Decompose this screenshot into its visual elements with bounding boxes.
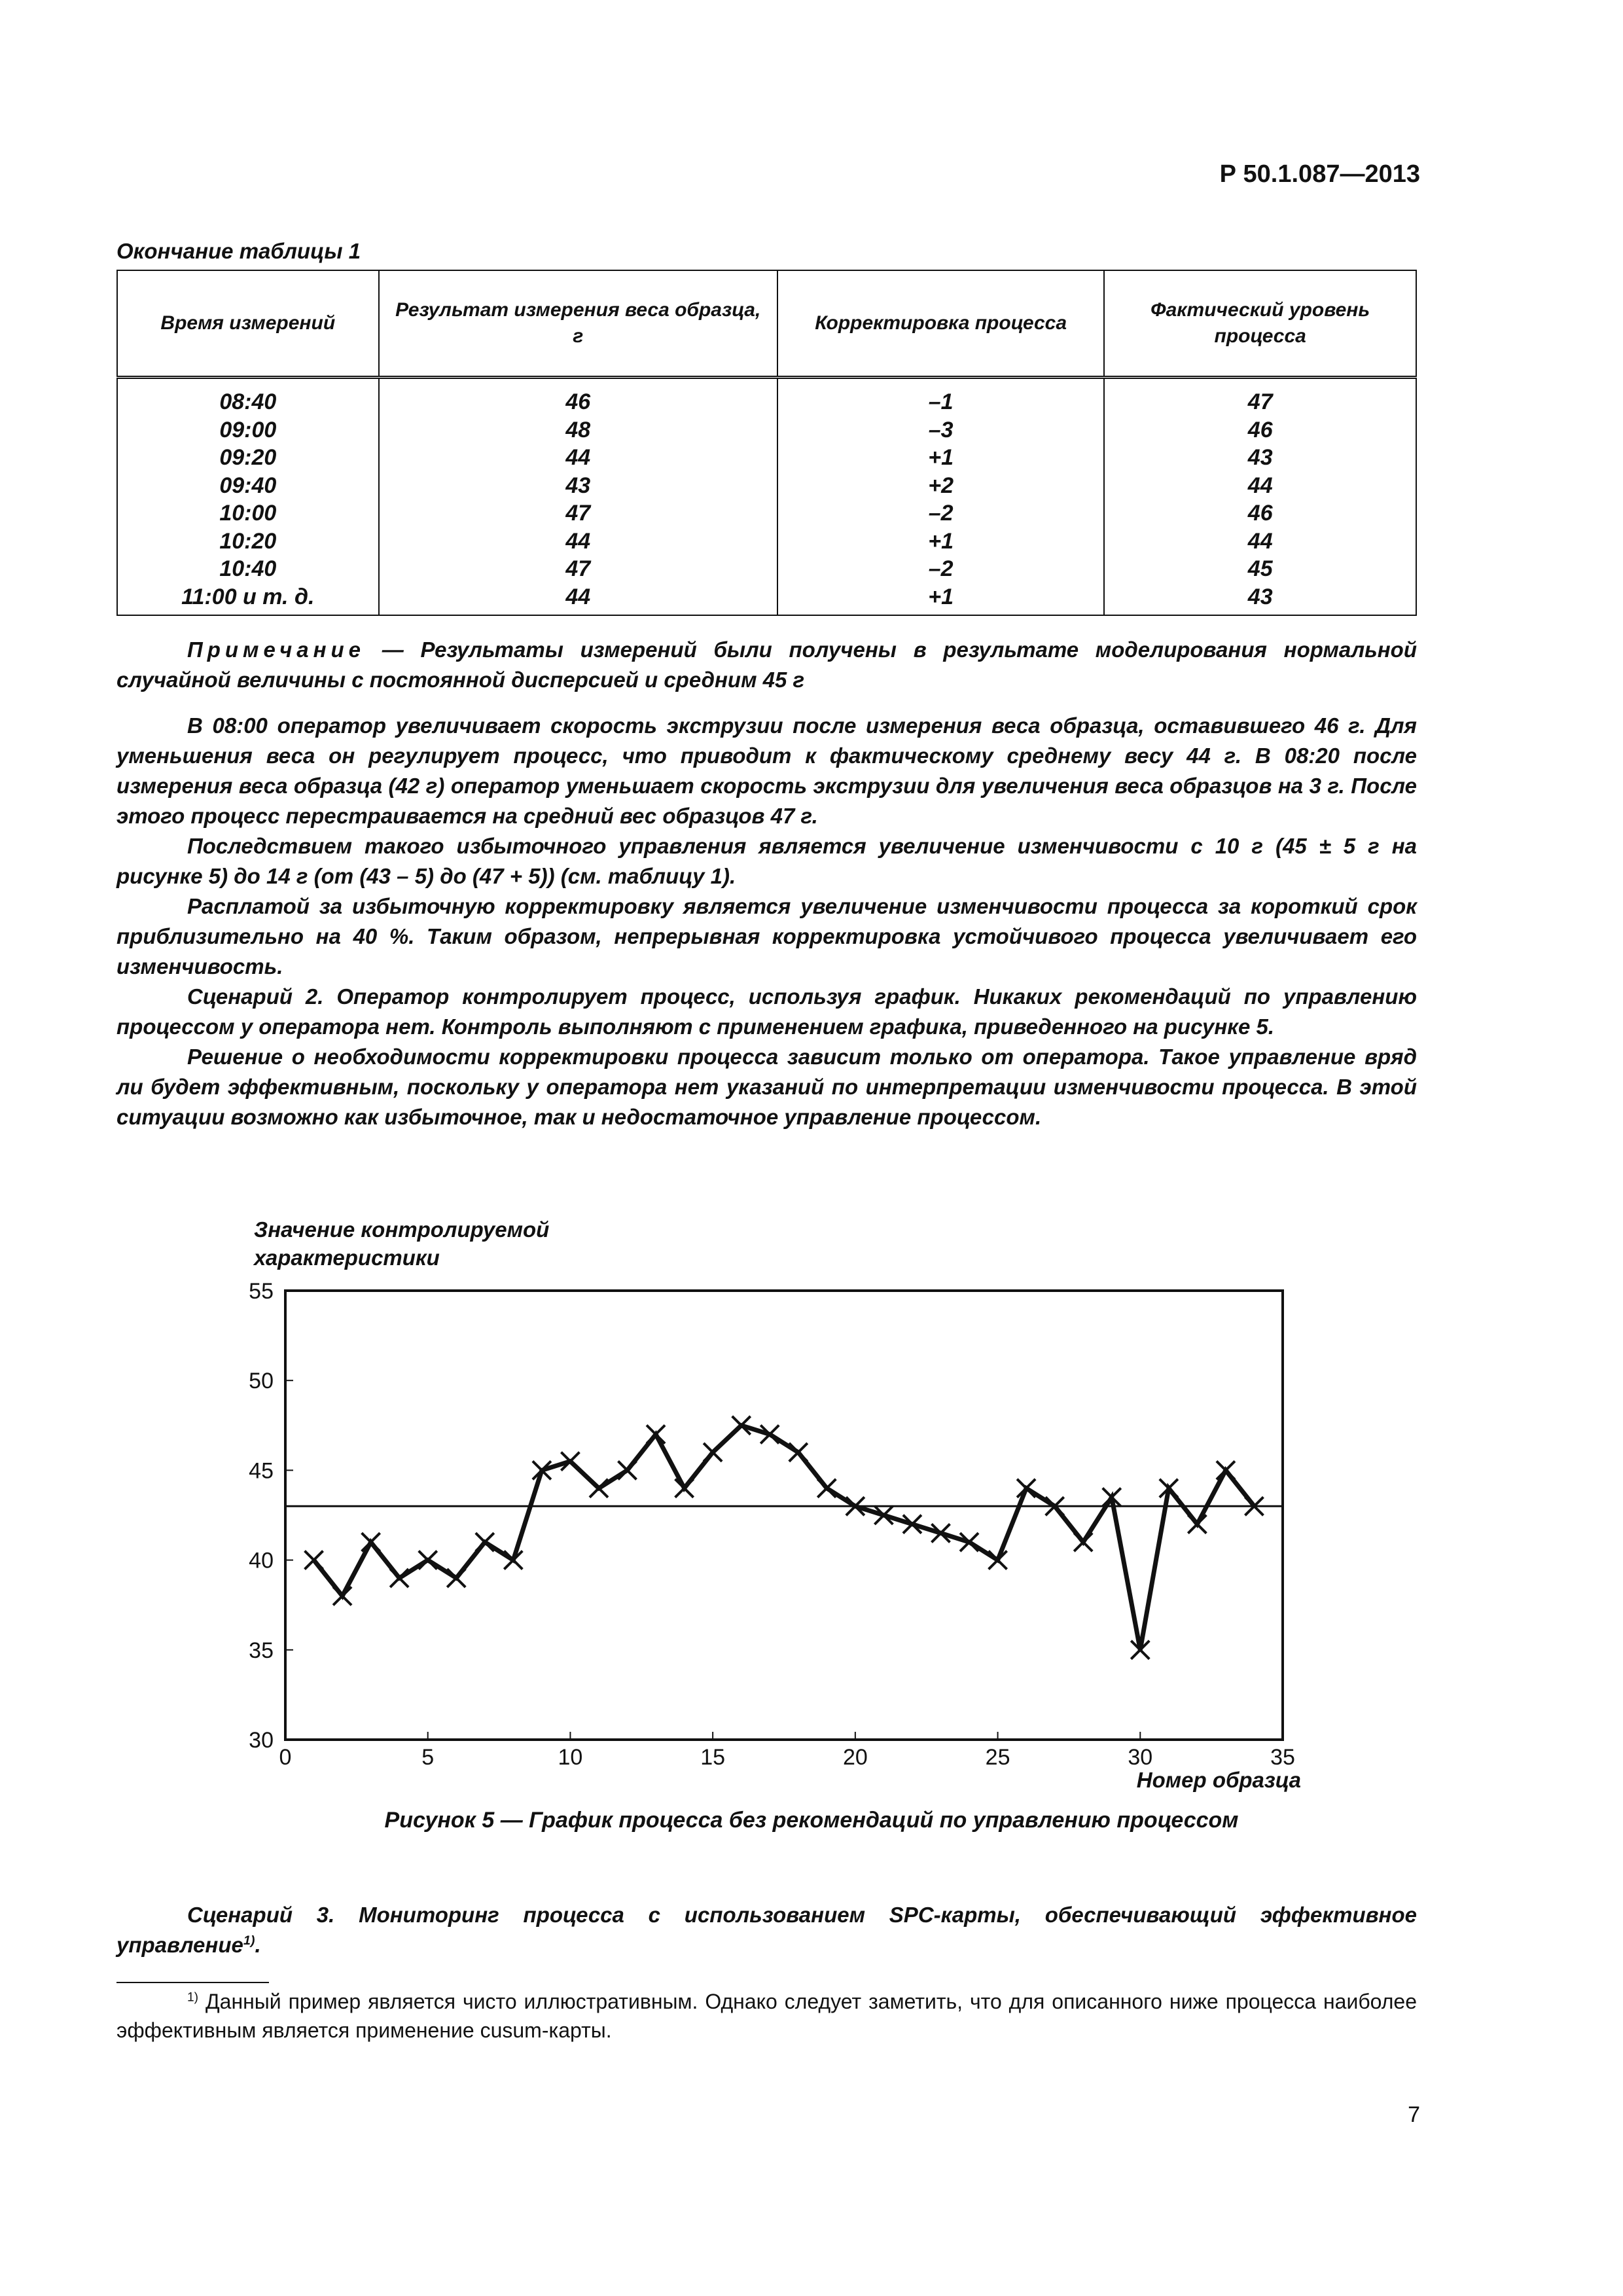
data-point-marker — [989, 1551, 1007, 1570]
column-header-result: Результат измерения веса образца, г — [379, 270, 777, 378]
table-cell: 47 — [1104, 378, 1416, 416]
note-label: Примечание — [187, 637, 366, 662]
table-cell: 10:40 — [117, 555, 379, 583]
x-tick-label: 0 — [279, 1745, 292, 1770]
data-point-marker — [305, 1551, 323, 1570]
x-axis-label: Номер образца — [1136, 1768, 1301, 1792]
data-point-marker — [419, 1551, 437, 1570]
table-cell: 09:20 — [117, 444, 379, 472]
table-cell: 44 — [1104, 472, 1416, 500]
data-point-marker — [675, 1479, 694, 1498]
table-cell: 47 — [379, 499, 777, 528]
chart-root — [249, 1217, 1301, 1792]
footnote-text: Данный пример является чисто иллюстративным. Однако следует заметить, что для описанного ниже процесса наиболее эффективным является применение cusum-карты. — [116, 1990, 1418, 2042]
column-header-correction: Корректировка процесса — [777, 270, 1105, 378]
y-tick-label: 35 — [249, 1638, 274, 1663]
y-tick-label: 40 — [249, 1548, 274, 1573]
table-cell: +1 — [777, 444, 1105, 472]
data-series-line — [314, 1426, 1255, 1650]
x-tick-label: 35 — [1270, 1745, 1295, 1770]
footnote-reference: 1) — [243, 1933, 255, 1948]
document-code: Р 50.1.087—2013 — [1219, 160, 1420, 188]
table-cell: 09:40 — [117, 472, 379, 500]
data-point-marker — [704, 1443, 722, 1462]
table-cell: 11:00 и т. д. — [117, 583, 379, 616]
table-cell: 43 — [1104, 583, 1416, 616]
paragraph: Сценарий 2. Оператор контролирует процесс, используя график. Никаких рекомендаций по управлению процессом у оператора нет. Контроль выполняют с применением графика, приведенного на рисунке 5. — [116, 984, 1417, 1039]
table-cell: 47 — [379, 555, 777, 583]
data-point-marker — [390, 1569, 408, 1587]
column-header-actual-level: Фактический уровень процесса — [1104, 270, 1416, 378]
table-cell: 10:00 — [117, 499, 379, 528]
table-cell: +1 — [777, 528, 1105, 556]
data-point-marker — [1074, 1533, 1092, 1551]
table-cell: 09:00 — [117, 416, 379, 444]
plot-frame — [285, 1291, 1283, 1740]
table-cell: –2 — [777, 499, 1105, 528]
table-cell: 10:20 — [117, 528, 379, 556]
x-tick-label: 10 — [558, 1745, 583, 1770]
y-axis-label-line1: Значение контролируемой — [254, 1217, 550, 1242]
paragraph: Решение о необходимости корректировки процесса зависит только от оператора. Такое управление вряд ли будет эффективным, поскольку у оператора нет указаний по интерпретации изменчивости процесса. В этой ситуации возможно как избыточное, так и недостаточное управление процессом. — [116, 1045, 1417, 1129]
note-block: Примечание — Результаты измерений были получены в результате моделирования нормальной случайной величины с постоянной дисперсией и средним 45 г — [116, 637, 1417, 692]
table-cell: –3 — [777, 416, 1105, 444]
paragraph: Последствием такого избыточного управления является увеличение изменчивости с 10 г (45 ± 5 г на рисунке 5) до 14 г (от (43 – 5) до (47 + 5)) (см. таблицу 1). — [116, 834, 1417, 888]
scenario-3-text: Сценарий 3. Мониторинг процесса с использованием SPC-карты, обеспечивающий эффективное управление — [116, 1903, 1417, 1957]
page-number: 7 — [1408, 2102, 1420, 2127]
y-tick-label: 55 — [249, 1279, 274, 1304]
footnote-marker: 1) — [187, 1990, 199, 2005]
table-cell: +2 — [777, 472, 1105, 500]
x-tick-label: 25 — [985, 1745, 1010, 1770]
column-header-time: Время измерений — [117, 270, 379, 378]
data-point-marker — [476, 1533, 494, 1551]
paragraph: Расплатой за избыточную корректировку является увеличение изменчивости процесса за короткий срок приблизительно на 40 %. Таким образом, непрерывная корректировка устойчивого процесса увеличивает его изменчивость. — [116, 894, 1417, 978]
x-tick-label: 30 — [1128, 1745, 1153, 1770]
table-cell: 46 — [1104, 499, 1416, 528]
y-axis-label-line2: характеристики — [254, 1246, 440, 1270]
note-text: Результаты измерений были получены в результате моделирования нормальной случайной величины с постоянной дисперсией и средним 45 г — [116, 637, 1417, 692]
footnote-divider — [116, 1982, 269, 1983]
y-tick-label: 30 — [249, 1728, 274, 1753]
data-point-marker — [1217, 1461, 1235, 1479]
data-point-marker — [618, 1461, 637, 1479]
data-point-marker — [590, 1479, 608, 1498]
table-cell: 08:40 — [117, 378, 379, 416]
table-cell: 44 — [1104, 528, 1416, 556]
table-cell: 46 — [379, 378, 777, 416]
x-tick-label: 20 — [842, 1745, 868, 1770]
table-caption: Окончание таблицы 1 — [116, 239, 361, 263]
data-point-marker — [362, 1533, 380, 1551]
table-cell: 44 — [379, 528, 777, 556]
table-cell: 46 — [1104, 416, 1416, 444]
data-point-marker — [1188, 1515, 1206, 1534]
table-cell: 48 — [379, 416, 777, 444]
table-cell: 44 — [379, 583, 777, 616]
data-point-marker — [333, 1587, 351, 1605]
data-point-marker — [1017, 1479, 1035, 1498]
table-cell: –1 — [777, 378, 1105, 416]
data-point-marker — [447, 1569, 465, 1587]
y-tick-label: 45 — [249, 1458, 274, 1484]
table-cell: 45 — [1104, 555, 1416, 583]
scenario-3: Сценарий 3. Мониторинг процесса с использованием SPC-карты, обеспечивающий эффективное управление$^{1)}$. — [116, 1903, 1417, 1957]
table-cell: 44 — [379, 444, 777, 472]
x-tick-label: 15 — [700, 1745, 726, 1770]
y-tick-label: 50 — [249, 1369, 274, 1394]
footnote — [116, 1987, 1417, 2045]
data-point-marker — [789, 1443, 808, 1462]
table-cell: +1 — [777, 583, 1105, 616]
table-cell: 43 — [1104, 444, 1416, 472]
data-point-marker — [817, 1479, 836, 1498]
data-point-marker — [647, 1426, 665, 1444]
figure-caption: Рисунок 5 — График процесса без рекомендаций по управлению процессом — [384, 1808, 1239, 1833]
table-cell: 43 — [379, 472, 777, 500]
table-cell: –2 — [777, 555, 1105, 583]
x-tick-label: 5 — [421, 1745, 435, 1770]
paragraph: В 08:00 оператор увеличивает скорость экструзии после измерения веса образца, оставившего 46 г. Для уменьшения веса он регулирует процесс, что приводит к фактическому среднему весу 44 г. В 08:20 после измерения веса образца (42 г) оператор уменьшает скорость экструзии для увеличения веса образцов на 3 г. После этого процесс перестраивается на средний вес образцов 47 г. — [116, 713, 1417, 828]
